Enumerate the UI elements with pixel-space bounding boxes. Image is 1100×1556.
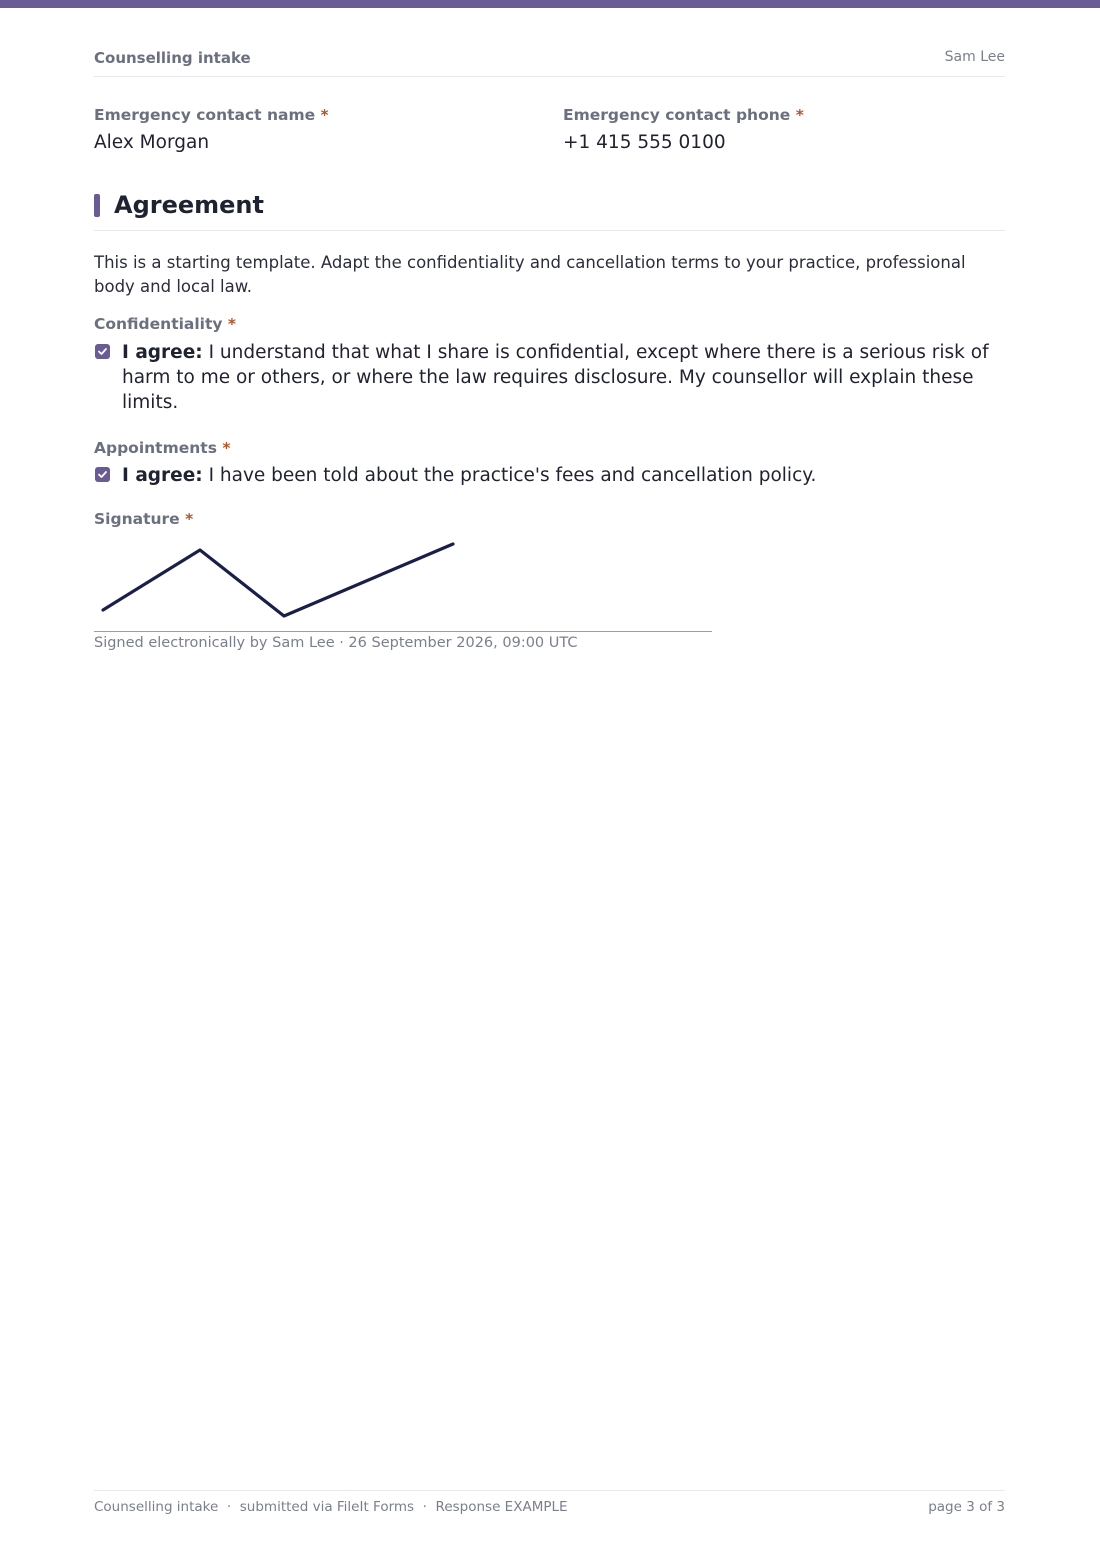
emergency-contact-phone-value: +1 415 555 0100	[563, 132, 726, 153]
footer-info: Counselling intake · submitted via FileIt Forms · Response EXAMPLE	[94, 1499, 568, 1515]
confidentiality-checkbox[interactable]	[95, 344, 110, 359]
appointments-text: I have been told about the practice's fees and cancellation policy.	[208, 465, 817, 486]
appointments-label-text: Appointments	[94, 439, 217, 457]
respondent-name: Sam Lee	[944, 49, 1005, 65]
required-asterisk: *	[227, 315, 237, 333]
agreement-intro: This is a starting template. Adapt the confidentiality and cancellation terms to your practice, professional body and local law.	[94, 253, 966, 296]
checkmark-icon	[97, 346, 108, 357]
appointments-statement	[122, 463, 1005, 488]
appointments-label	[94, 438, 230, 458]
agreement-section-header	[94, 193, 1005, 231]
required-asterisk: *	[795, 106, 804, 124]
field-label	[563, 105, 804, 125]
signature-caption: Signed electronically by Sam Lee · 26 September 2026, 09:00 UTC	[94, 635, 578, 651]
checkmark-icon	[97, 469, 108, 480]
emergency-contact-name-label: Emergency contact name	[94, 106, 316, 124]
agree-prefix: I agree:	[122, 342, 203, 363]
appointments-consent[interactable]	[94, 463, 1005, 488]
page-number: page 3 of 3	[928, 1499, 1005, 1515]
agree-prefix: I agree:	[122, 465, 203, 486]
field-label	[94, 105, 329, 125]
confidentiality-label-text: Confidentiality	[94, 315, 223, 333]
required-asterisk: *	[185, 510, 194, 528]
page-header	[94, 49, 1005, 77]
emergency-contact-name-value: Alex Morgan	[94, 132, 210, 153]
section-title: Agreement	[114, 191, 264, 219]
confidentiality-label	[94, 314, 236, 334]
signature-drawing	[94, 536, 712, 631]
required-asterisk: *	[320, 106, 329, 124]
emergency-contact-phone-field	[563, 105, 804, 155]
section-accent-bar	[94, 194, 100, 217]
signature-pad	[94, 536, 712, 632]
page-footer	[94, 1490, 1005, 1515]
appointments-checkbox[interactable]	[95, 467, 110, 482]
signature-label-text: Signature	[94, 510, 180, 528]
top-accent-bar	[0, 0, 1100, 8]
signature-label	[94, 509, 193, 529]
required-asterisk: *	[222, 439, 231, 457]
confidentiality-text: I understand that what I share is confidential, except where there is a serious risk of harm to me or others, or where the law requires disclosure. My counsellor will explain these limits.	[122, 342, 989, 413]
confidentiality-statement	[122, 340, 1005, 415]
emergency-contact-phone-label: Emergency contact phone	[563, 106, 791, 124]
confidentiality-consent[interactable]	[94, 340, 1005, 415]
form-title: Counselling intake	[94, 49, 251, 67]
emergency-contact-name-field	[94, 105, 329, 155]
